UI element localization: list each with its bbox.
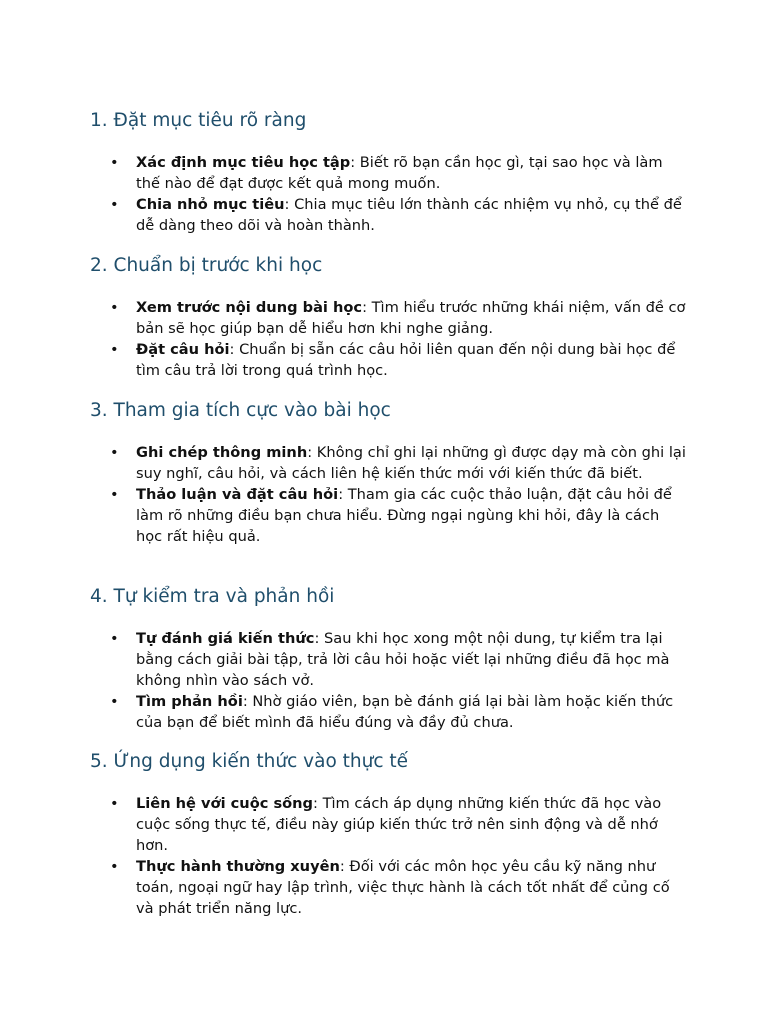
bullet-description: : Tham gia các cuộc thảo luận, đặt câu hỏi để làm rõ những điều bạn chưa hiểu. Đừng ngại ngùng khi hỏi, đây là cách học rất hiệu quả. [136,486,672,545]
list-item [108,442,688,484]
bullet-icon: • [110,299,119,316]
bullet-term: Đặt câu hỏi [136,341,230,358]
bullet-description: : Chia mục tiêu lớn thành các nhiệm vụ nhỏ, cụ thể để dễ dàng theo dõi và hoàn thành. [136,196,682,234]
bullet-term: Liên hệ với cuộc sống [136,795,314,812]
bullet-icon: • [110,444,119,461]
bullet-description: : Sau khi học xong một nội dung, tự kiểm tra lại bằng cách giải bài tập, trả lời câu hỏi hoặc viết lại những điều đã học mà không nhìn vào sách vở. [136,630,670,689]
bullet-term: Tự đánh giá kiến thức [136,630,315,647]
bullet-icon: • [110,630,119,647]
list-item [108,339,688,381]
bullet-term: Xem trước nội dung bài học [136,299,363,316]
bullet-list [108,297,688,381]
bullet-description: : Tìm hiểu trước những khái niệm, vấn đề cơ bản sẽ học giúp bạn dễ hiểu hơn khi nghe giảng. [136,299,686,337]
list-item [108,194,688,236]
section-heading: 4. Tự kiểm tra và phản hồi [90,586,335,607]
list-item [108,691,688,733]
bullet-icon: • [110,341,119,358]
bullet-list [108,793,688,919]
bullet-term: Chia nhỏ mục tiêu [136,196,285,213]
bullet-icon: • [110,693,119,710]
bullet-term: Xác định mục tiêu học tập [136,154,351,171]
section-heading: 1. Đặt mục tiêu rõ ràng [90,110,307,131]
bullet-term: Ghi chép thông minh [136,444,308,461]
list-item [108,152,688,194]
bullet-icon: • [110,486,119,503]
bullet-description: : Không chỉ ghi lại những gì được dạy mà còn ghi lại suy nghĩ, câu hỏi, và cách liên hệ kiến thức mới với kiến thức đã biết. [136,444,686,482]
bullet-term: Thảo luận và đặt câu hỏi [136,486,339,503]
bullet-icon: • [110,154,119,171]
list-item [108,297,688,339]
bullet-description: : Biết rõ bạn cần học gì, tại sao học và làm thế nào để đạt được kết quả mong muốn. [136,154,663,192]
bullet-description: : Chuẩn bị sẵn các câu hỏi liên quan đến nội dung bài học để tìm câu trả lời trong quá trình học. [136,341,676,379]
bullet-description: : Đối với các môn học yêu cầu kỹ năng như toán, ngoại ngữ hay lập trình, việc thực hành là cách tốt nhất để củng cố và phát triển năng lực. [136,858,670,917]
bullet-description: : Tìm cách áp dụng những kiến thức đã học vào cuộc sống thực tế, điều này giúp kiến thức trở nên sinh động và dễ nhớ hơn. [136,795,662,854]
list-item [108,856,688,919]
bullet-icon: • [110,795,119,812]
bullet-icon: • [110,196,119,213]
section-heading: 2. Chuẩn bị trước khi học [90,255,323,276]
bullet-term: Thực hành thường xuyên [136,858,340,875]
section-heading: 3. Tham gia tích cực vào bài học [90,400,391,421]
list-item [108,793,688,856]
bullet-description: : Nhờ giáo viên, bạn bè đánh giá lại bài làm hoặc kiến thức của bạn để biết mình đã hiểu đúng và đầy đủ chưa. [136,693,674,731]
bullet-icon: • [110,858,119,875]
section-heading: 5. Ứng dụng kiến thức vào thực tế [90,751,409,772]
bullet-list [108,442,688,547]
bullet-term: Tìm phản hồi [136,693,243,710]
list-item [108,628,688,691]
bullet-list [108,152,688,236]
bullet-list [108,628,688,733]
list-item [108,484,688,547]
